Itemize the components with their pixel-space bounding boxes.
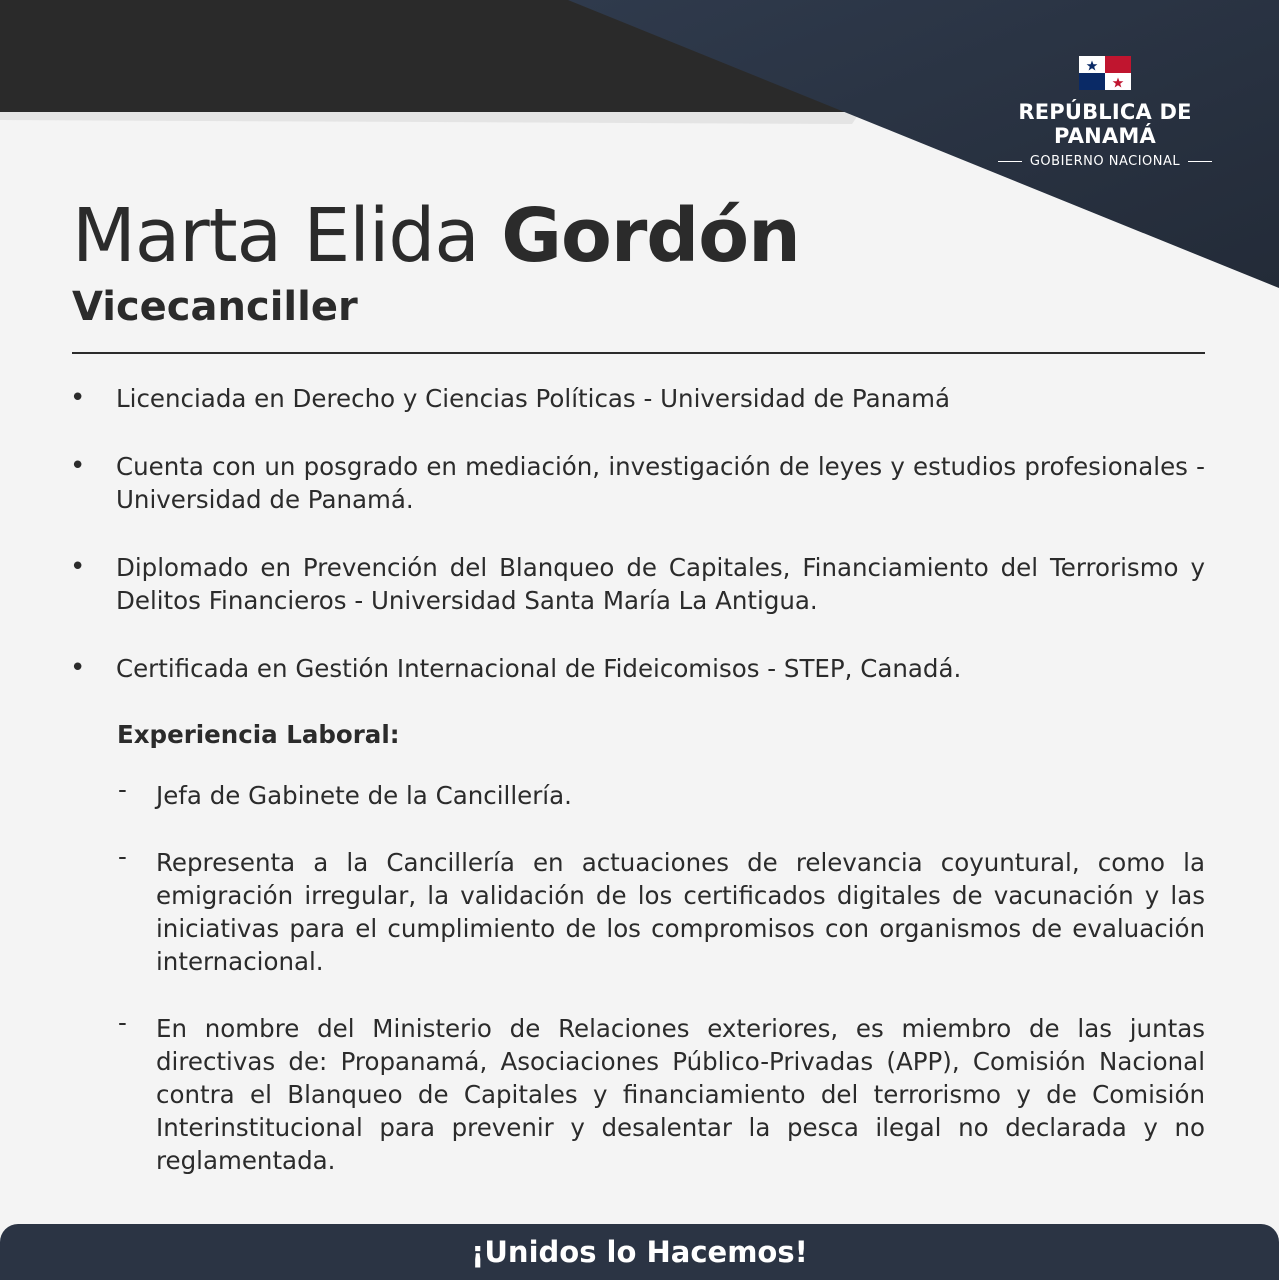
person-name: [72, 193, 800, 279]
gobierno-logo: [975, 56, 1235, 169]
person-first-names: Marta Elida: [72, 193, 479, 279]
bullet-icon: •: [70, 451, 86, 481]
experience-title: Experiencia Laboral:: [117, 720, 400, 749]
bullet-icon: •: [70, 653, 86, 683]
biography-content: [70, 382, 1205, 1211]
experience-item: - Representa a la Cancillería en actuaciones de relevancia coyuntural, como la emigración irregular, la validación de los certificados digitales de vacunación y las iniciativas para el cumplimiento de los compromisos con organismos de evaluación internacional.: [118, 842, 1205, 976]
experience-item: - En nombre del Ministerio de Relaciones exteriores, es miembro de las juntas directivas de: Propanamá, Asociaciones Público-Privadas (APP), Comisión Nacional contra el Blanqueo de Capitales y financiamiento del terrorismo y de Comisión Interinstitucional para prevenir y desalentar la pesca ilegal no declarada y no reglamentada.: [118, 1008, 1205, 1175]
panama-flag-icon: [1079, 56, 1131, 90]
education-item: • Certificada en Gestión Internacional de Fideicomisos - STEP, Canadá.: [70, 653, 962, 683]
logo-subtitle: GOBIERNO NACIONAL: [1029, 154, 1181, 169]
person-role: Vicecanciller: [72, 284, 358, 330]
education-item: • Diplomado en Prevención del Blanqueo de Capitales, Financiamiento del Terrorismo y Delitos Financieros - Universidad Santa María La Antigua.: [70, 552, 1205, 615]
dash-icon: -: [118, 775, 127, 804]
footer-slogan: ¡Unidos lo Hacemos!: [471, 1235, 808, 1269]
section-divider: [72, 352, 1205, 354]
logo-divider-right: [1188, 161, 1212, 162]
person-last-name: Gordón: [501, 193, 800, 279]
logo-title: REPÚBLICA DE PANAMÁ: [1018, 100, 1192, 148]
education-item: • Cuenta con un posgrado en mediación, investigación de leyes y estudios profesionales - Universidad de Panamá.: [70, 451, 1205, 514]
logo-subtitle-row: [975, 154, 1235, 169]
experience-item: - Jefa de Gabinete de la Cancillería.: [118, 775, 572, 810]
education-item: • Licenciada en Derecho y Ciencias Políticas - Universidad de Panamá: [70, 383, 951, 413]
bullet-icon: •: [70, 552, 86, 582]
bullet-icon: •: [70, 383, 86, 413]
dash-icon: -: [118, 1008, 127, 1037]
footer-banner: [0, 1224, 1279, 1280]
logo-divider-left: [998, 161, 1022, 162]
education-list: [70, 382, 1205, 685]
experience-list: [70, 775, 1205, 1177]
dash-icon: -: [118, 842, 127, 871]
